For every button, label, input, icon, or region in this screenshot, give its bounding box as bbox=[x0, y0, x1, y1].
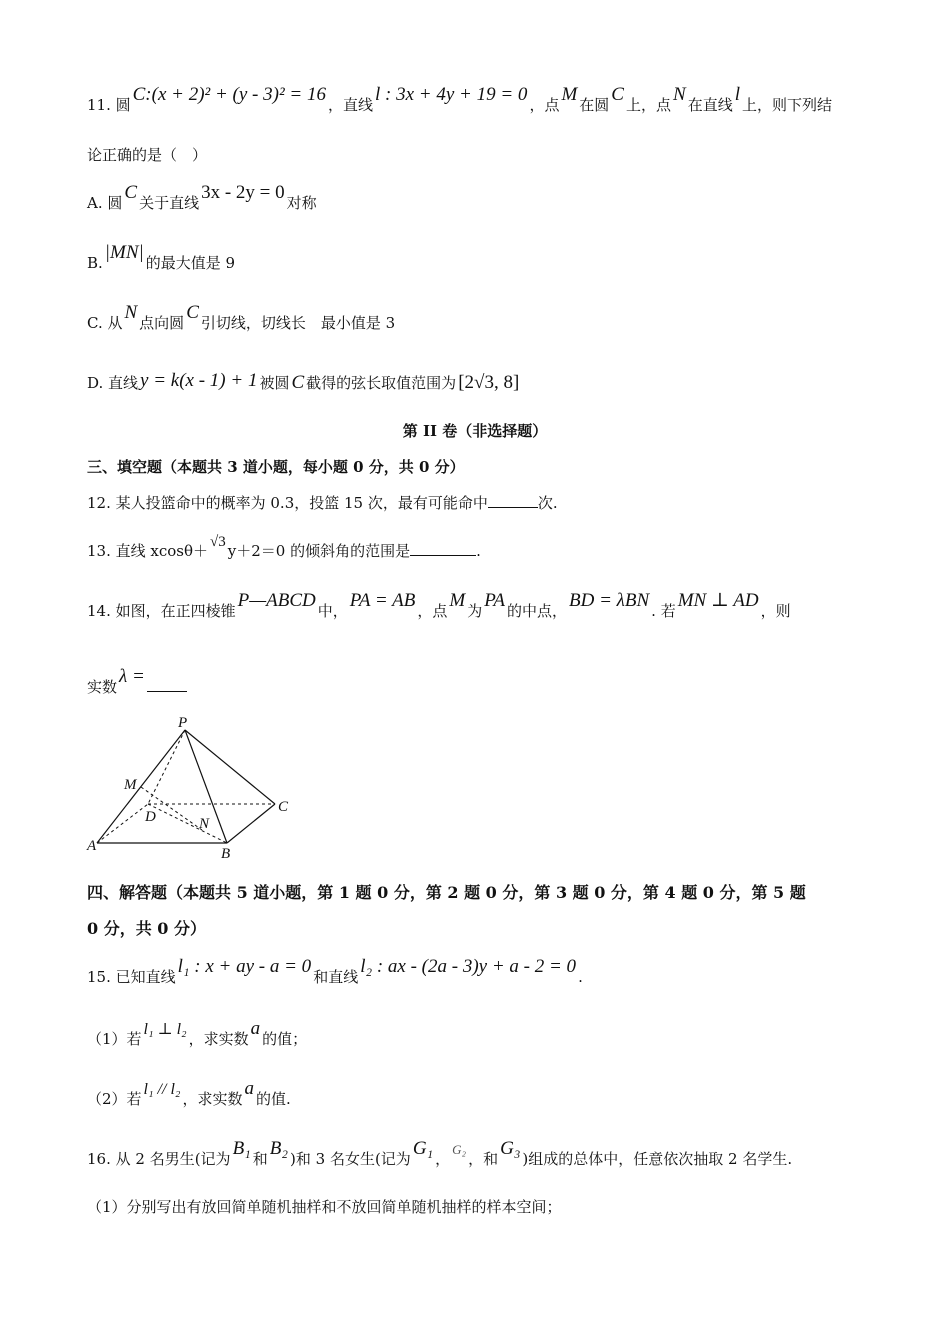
section3-heading: 三、填空题（本题共 3 道小题，每小题 0 分，共 0 分） bbox=[87, 458, 465, 476]
part2-title: 第 II 卷（非选择题） bbox=[402, 422, 548, 440]
edge-bc bbox=[227, 804, 275, 843]
line-equation: l : 3x + 4y + 19 = 0 bbox=[375, 84, 528, 105]
q16-part1: （1）分别写出有放回简单随机抽样和不放回简单随机抽样的样本空间； bbox=[87, 1198, 562, 1216]
q11-stem-line1: 11. 圆 C:(x + 2)² + (y - 3)² = 16 ，直线 l : 3x + 4y + 19 = 0 ，点 M 在圆 C 上，点 N 在直线 l 上，则下列结 bbox=[87, 84, 832, 114]
label-c: C bbox=[278, 799, 289, 815]
answer-blank bbox=[147, 677, 187, 692]
q11-option-d: D. 直线 y = k(x - 1) + 1 被圆 C 截得的弦长取值范围为 [2√3, 8] bbox=[87, 370, 520, 393]
q13: 13. 直线 xcosθ＋ √3 y＋2＝0 的倾斜角的范围是 . bbox=[87, 534, 481, 560]
q11-option-c: C. 从 N 点向圆 C 引切线，切线长 最小值是 3 bbox=[87, 302, 396, 332]
section4-heading-line2: 0 分，共 0 分） bbox=[87, 919, 206, 938]
answer-blank bbox=[488, 493, 538, 508]
label-b: B bbox=[221, 846, 231, 862]
q14-line1: 14. 如图，在正四棱锥 P—ABCD 中， PA = AB ，点 M 为 PA 的中点， BD = λBN . 若 MN ⊥ AD ，则 bbox=[87, 590, 791, 620]
pyramid-figure bbox=[80, 712, 310, 862]
label-n: N bbox=[199, 816, 210, 832]
label-p: P bbox=[178, 715, 188, 731]
edge-pa bbox=[97, 730, 185, 843]
q12: 12. 某人投篮命中的概率为 0.3，投篮 15 次，最有可能命中 次. bbox=[87, 494, 558, 512]
q15-stem: 15. 已知直线 l₁ : x + ay - a = 0 和直线 l₂ : ax - (2a - 3)y + a - 2 = 0 . bbox=[87, 956, 583, 986]
q11-option-b: B. |MN| 的最大值是 9 bbox=[87, 242, 236, 272]
q11-option-a: A. 圆 C 关于直线 3x - 2y = 0 对称 bbox=[87, 182, 317, 212]
circle-equation: C:(x + 2)² + (y - 3)² = 16 bbox=[132, 84, 326, 105]
answer-blank bbox=[410, 541, 476, 556]
label-m: M bbox=[124, 777, 137, 793]
section4-heading-line1: 四、解答题（本题共 5 道小题，第 1 题 0 分，第 2 题 0 分，第 3 题 0 分，第 4 题 0 分，第 5 题 bbox=[87, 883, 806, 902]
q15-part2: （2）若l₁ // l₂，求实数 a 的值. bbox=[87, 1078, 291, 1108]
q14-line2: 实数 λ = bbox=[87, 676, 187, 698]
q16-stem: 16. 从 2 名男生(记为 B₁ 和 B₂ )和 3 名女生(记为 G₁ ，G₂，和 G₃ )组成的总体中，任意依次抽取 2 名学生. bbox=[87, 1138, 793, 1168]
edge-pd bbox=[148, 730, 185, 804]
label-a: A bbox=[87, 838, 97, 854]
q11-stem-line2: 论正确的是（ ） bbox=[87, 146, 208, 164]
q15-part1: （1）若l₁ ⊥ l₂，求实数 a 的值； bbox=[87, 1018, 308, 1048]
label-d: D bbox=[145, 809, 156, 825]
